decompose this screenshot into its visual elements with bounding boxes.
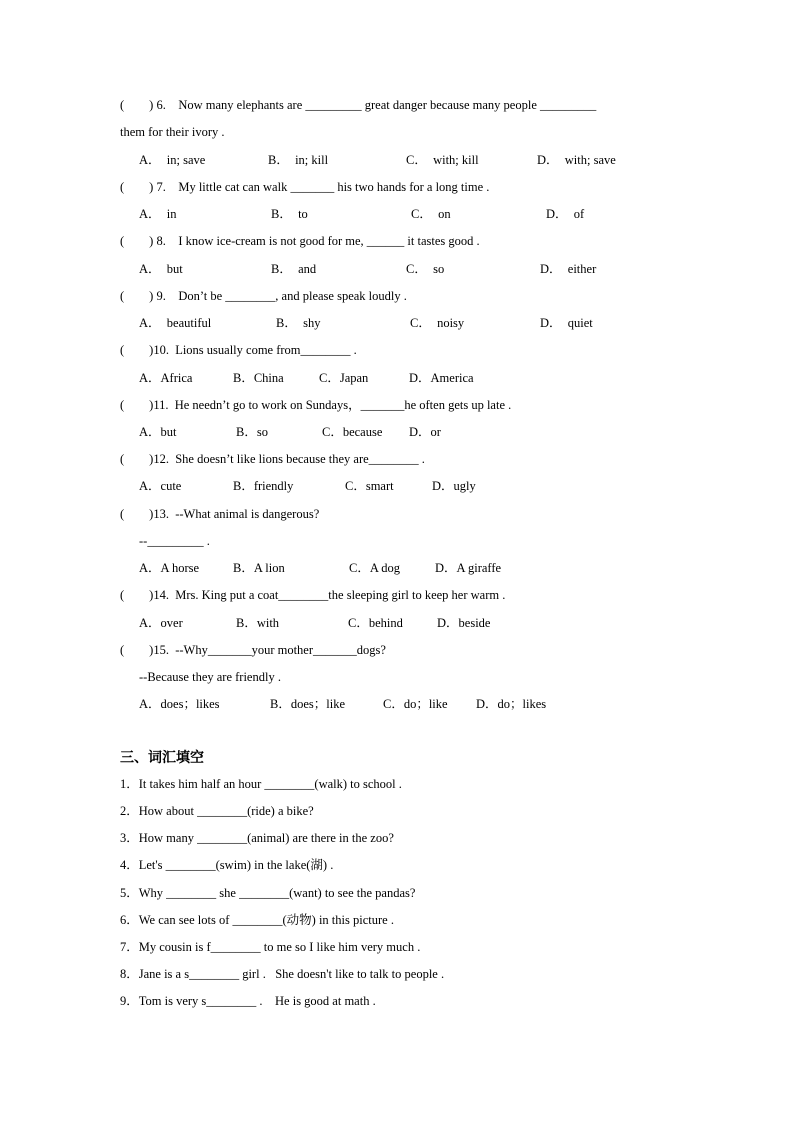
question-12-stem: ( )12. She doesn’t like lions because they are________ . <box>120 452 425 466</box>
question-13-stem: ( )13. --What animal is dangerous? <box>120 507 320 521</box>
vocab-item-1: 1．It takes him half an hour ________(walk) to school . <box>120 777 402 791</box>
question-14-stem: ( )14. Mrs. King put a coat________the sleeping girl to keep her warm . <box>120 588 506 602</box>
question-10-option-b: B．China <box>233 371 284 385</box>
question-7-option-c: C． on <box>411 207 451 221</box>
question-15-option-b: B．does；like <box>270 697 345 711</box>
question-6-stem-cont: them for their ivory . <box>120 125 225 139</box>
vocab-item-6: 6．We can see lots of ________(动物) in this picture . <box>120 913 394 927</box>
question-9-option-a: A． beautiful <box>139 316 212 330</box>
question-10-option-d: D．America <box>409 371 474 385</box>
question-6-option-b: B． in; kill <box>268 153 329 167</box>
vocab-item-4: 4．Let's ________(swim) in the lake(湖) . <box>120 858 334 872</box>
question-8-stem: ( ) 8. I know ice-cream is not good for me, ______ it tastes good . <box>120 234 480 248</box>
vocab-item-2: 2．How about ________(ride) a bike? <box>120 804 314 818</box>
question-12-option-b: B．friendly <box>233 479 294 493</box>
question-15-option-d: D．do；likes <box>476 697 547 711</box>
question-11-option-b: B．so <box>236 425 268 439</box>
question-8-option-d: D． either <box>540 262 597 276</box>
question-15-stem: ( )15. --Why_______your mother_______dogs? <box>120 643 386 657</box>
question-6-stem: ( ) 6. Now many elephants are _________ great danger because many people _________ <box>120 98 597 112</box>
question-15-option-c: C．do；like <box>383 697 448 711</box>
vocab-item-8: 8．Jane is a s________ girl . She doesn't like to talk to people . <box>120 967 445 981</box>
vocab-item-5: 5．Why ________ she ________(want) to see the pandas? <box>120 886 416 900</box>
question-11-option-a: A．but <box>139 425 177 439</box>
question-14-option-a: A．over <box>139 616 183 630</box>
question-11-option-c: C．because <box>322 425 383 439</box>
question-11-option-d: D．or <box>409 425 441 439</box>
question-10-option-a: A．Africa <box>139 371 193 385</box>
question-10-stem: ( )10. Lions usually come from________ . <box>120 343 357 357</box>
question-15-answer-line: --Because they are friendly . <box>139 670 281 684</box>
question-13-option-a: A．A horse <box>139 561 200 575</box>
question-15-option-a: A．does；likes <box>139 697 220 711</box>
question-12-option-c: C．smart <box>345 479 394 493</box>
question-13-option-c: C．A dog <box>349 561 401 575</box>
question-8-option-a: A． but <box>139 262 183 276</box>
question-13-option-d: D．A giraffe <box>435 561 502 575</box>
question-11-stem: ( )11. He needn’t go to work on Sundays，_______he often gets up late . <box>120 398 512 412</box>
question-6-option-a: A． in; save <box>139 153 206 167</box>
question-10-option-c: C．Japan <box>319 371 369 385</box>
question-14-option-c: C．behind <box>348 616 403 630</box>
question-14-option-b: B．with <box>236 616 280 630</box>
question-13-answer-line: --_________ . <box>139 534 210 548</box>
vocab-item-7: 7．My cousin is f________ to me so I like him very much . <box>120 940 421 954</box>
question-9-option-d: D． quiet <box>540 316 593 330</box>
question-7-stem: ( ) 7. My little cat can walk _______ his two hands for a long time . <box>120 180 490 194</box>
question-14-option-d: D．beside <box>437 616 491 630</box>
question-13-option-b: B．A lion <box>233 561 285 575</box>
question-6-option-c: C． with; kill <box>406 153 479 167</box>
question-7-option-d: D． of <box>546 207 585 221</box>
question-12-option-d: D．ugly <box>432 479 476 493</box>
vocab-item-3: 3．How many ________(animal) are there in the zoo? <box>120 831 394 845</box>
section-heading-vocab: 三、词汇填空 <box>120 750 204 766</box>
question-9-option-c: C． noisy <box>410 316 465 330</box>
question-7-option-a: A． in <box>139 207 177 221</box>
vocab-item-9: 9．Tom is very s________ . He is good at math . <box>120 994 376 1008</box>
question-6-option-d: D． with; save <box>537 153 616 167</box>
question-9-stem: ( ) 9. Don’t be ________, and please speak loudly . <box>120 289 407 303</box>
question-8-option-c: C． so <box>406 262 445 276</box>
question-12-option-a: A．cute <box>139 479 182 493</box>
question-8-option-b: B． and <box>271 262 317 276</box>
question-7-option-b: B． to <box>271 207 308 221</box>
question-9-option-b: B． shy <box>276 316 321 330</box>
